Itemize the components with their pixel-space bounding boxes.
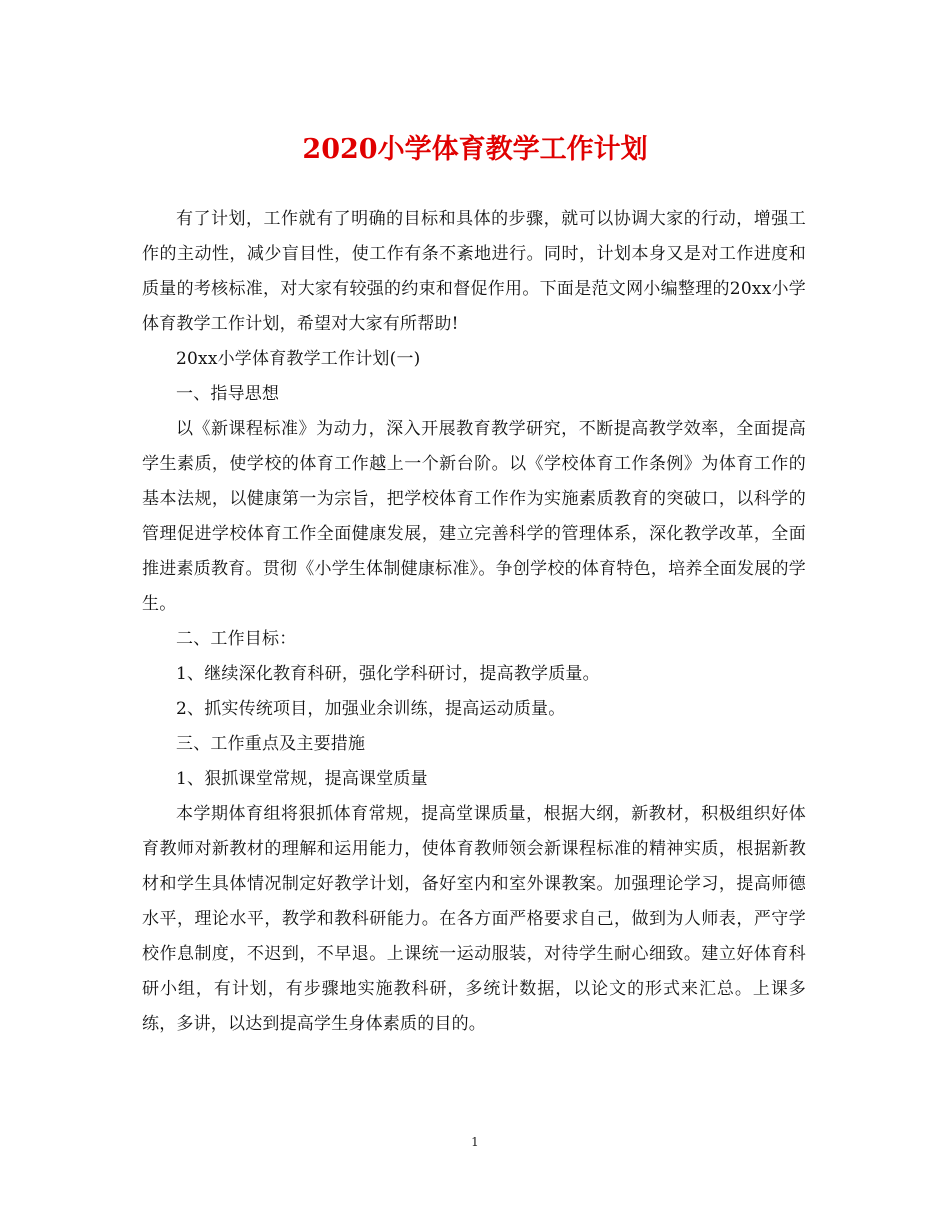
document-body (142, 202, 806, 1042)
page-number: 1 (471, 1135, 479, 1149)
section-heading-guiding-thought: 一、指导思想 (176, 384, 280, 404)
goal-item-1: 1、继续深化教育科研，强化学科研讨，提高教学质量。 (176, 664, 600, 684)
section-heading-work-goals: 二、工作目标： (176, 629, 297, 649)
goal-item-2: 2、抓实传统项目，加强业余训练，提高运动质量。 (176, 699, 566, 719)
measure-heading-1: 1、狠抓课堂常规，提高课堂质量 (176, 769, 428, 789)
document-title: 2020小学体育教学工作计划 (302, 134, 648, 165)
intro-paragraph: 有了计划，工作就有了明确的目标和具体的步骤，就可以协调大家的行动，增强工作的主动性，减少盲目性，使工作有条不紊地进行。同时，计划本身又是对工作进度和质量的考核标准，对大家有较强的约束和督促作用。下面是范文网小编整理的20xx小学体育教学工作计划，希望对大家有所帮助! (142, 209, 806, 334)
measure-paragraph-1: 本学期体育组将狠抓体育常规，提高堂课质量，根据大纲，新教材，积极组织好体育教师对新教材的理解和运用能力，使体育教师领会新课程标准的精神实质，根据新教材和学生具体情况制定好教学计划，备好室内和室外课教案。加强理论学习，提高师德水平，理论水平，教学和教科研能力。在各方面严格要求自己，做到为人师表，严守学校作息制度，不迟到，不早退。上课统一运动服装，对待学生耐心细致。建立好体育科研小组，有计划，有步骤地实施教科研，多统计数据，以论文的形式来汇总。上课多练，多讲，以达到提高学生身体素质的目的。 (142, 804, 806, 1034)
section-heading-key-measures: 三、工作重点及主要措施 (176, 734, 366, 754)
plan-subtitle: 20xx小学体育教学工作计划(一) (176, 349, 421, 369)
guiding-thought-paragraph: 以《新课程标准》为动力，深入开展教育教学研究，不断提高教学效率，全面提高学生素质，使学校的体育工作越上一个新台阶。以《学校体育工作条例》为体育工作的基本法规，以健康第一为宗旨，把学校体育工作作为实施素质教育的突破口，以科学的管理促进学校体育工作全面健康发展，建立完善科学的管理体系，深化教学改革，全面推进素质教育。贯彻《小学生体制健康标准》。争创学校的体育特色，培养全面发展的学生。 (142, 419, 806, 614)
